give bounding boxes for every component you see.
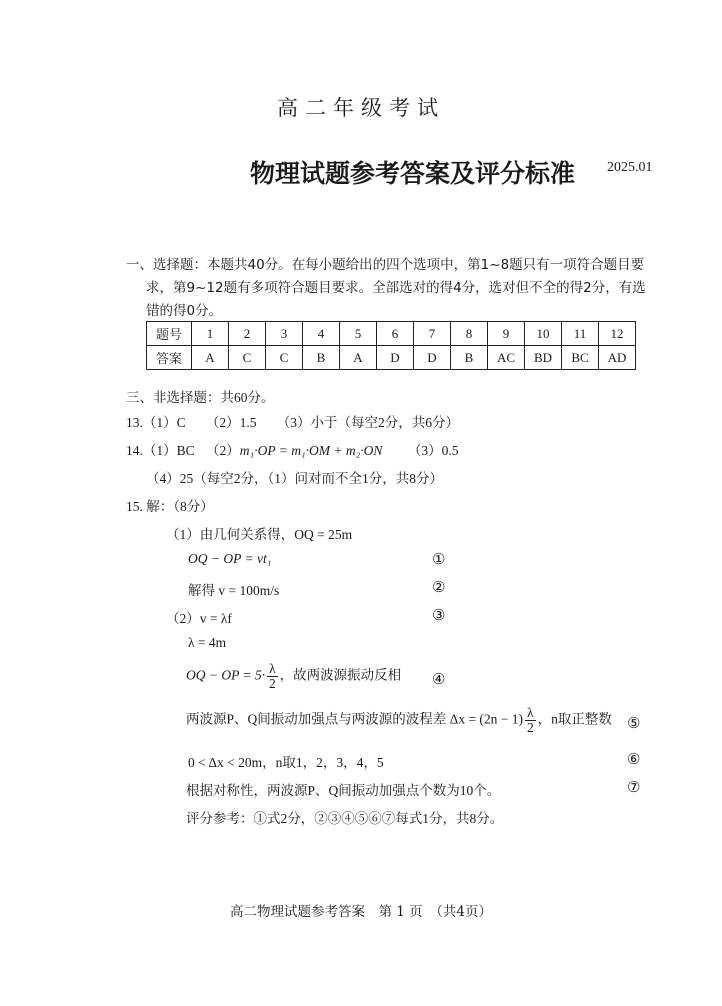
answer-cell: AD bbox=[599, 346, 636, 370]
marker-7: ⑦ bbox=[627, 780, 641, 796]
q14-part2-label: （2） bbox=[206, 443, 240, 458]
lambda-over-2-fraction bbox=[525, 706, 536, 735]
answer-cell: D bbox=[414, 346, 451, 370]
fraction-denominator: 2 bbox=[269, 676, 276, 691]
marker-1: ① bbox=[432, 552, 446, 568]
q15-eq6-text: 两波源P、Q间振动加强点与两波源的波程差 Δx = (2n − 1) bbox=[186, 711, 524, 727]
question-cell: 9 bbox=[488, 322, 525, 346]
question-cell: 3 bbox=[266, 322, 303, 346]
section3-heading: 三、非选择题：共60分。 bbox=[126, 390, 275, 405]
q15-eq6-post: ，n取正整数 bbox=[537, 711, 612, 727]
answer-cell: D bbox=[377, 346, 414, 370]
document-title: 物理试题参考答案及评分标准 bbox=[250, 159, 576, 188]
marker-2: ② bbox=[432, 580, 446, 596]
lambda-over-2-fraction bbox=[267, 662, 278, 691]
section1-line3: 错的得0分。 bbox=[146, 303, 223, 319]
fraction-numerator: λ bbox=[527, 705, 534, 720]
fraction-denominator: 2 bbox=[526, 720, 534, 735]
exam-date: 2025.01 bbox=[607, 160, 653, 175]
answer-cell: C bbox=[266, 346, 303, 370]
q15-eq6 bbox=[186, 706, 612, 735]
question-cell: 5 bbox=[340, 322, 377, 346]
answer-cell: B bbox=[451, 346, 488, 370]
q15-eq7: 0 < Δx < 20m，n取1，2，3，4，5 bbox=[188, 755, 384, 770]
answer-cell: C bbox=[229, 346, 266, 370]
q14-part3: （3）0.5 bbox=[407, 443, 459, 458]
q15-eq2: 解得 v = 100m/s bbox=[188, 583, 280, 598]
q15-part1: （1）由几何关系得，OQ = 25m bbox=[166, 527, 353, 542]
question-cell: 12 bbox=[599, 322, 636, 346]
answer-cell: AC bbox=[488, 346, 525, 370]
question-cell: 8 bbox=[451, 322, 488, 346]
section1-instructions bbox=[126, 254, 662, 323]
page-footer: 高二物理试题参考答案 第 1 页 （共4页） bbox=[229, 904, 492, 920]
q15-eq1: OQ − OP = vt₁ bbox=[188, 551, 272, 566]
q14-formula: m₁·OP = m₁·OM + m₂·ON bbox=[239, 443, 383, 458]
question-cell: 10 bbox=[525, 322, 562, 346]
question-cell: 11 bbox=[562, 322, 599, 346]
answer-cell: BD bbox=[525, 346, 562, 370]
answer-cell: A bbox=[340, 346, 377, 370]
q15-eq5-text: ，故两波源振动反相 bbox=[279, 667, 402, 683]
q15-eq4: λ = 4m bbox=[188, 635, 227, 650]
q14-line1 bbox=[126, 439, 458, 459]
answer-row bbox=[147, 346, 636, 370]
question-cell: 7 bbox=[414, 322, 451, 346]
row-label-question: 题号 bbox=[147, 322, 192, 346]
question-cell: 1 bbox=[192, 322, 229, 346]
q15-eq5 bbox=[186, 662, 401, 691]
row-label-answer: 答案 bbox=[147, 346, 192, 370]
answer-table bbox=[146, 321, 636, 370]
fraction-numerator: λ bbox=[269, 661, 276, 676]
marker-4: ④ bbox=[432, 672, 446, 688]
q15-heading: 15. 解：（8分） bbox=[126, 499, 214, 514]
marker-3: ③ bbox=[432, 608, 446, 624]
section1-line1: 一、选择题：本题共40分。在每小题给出的四个选项中，第1~8题只有一项符合题目要 bbox=[126, 257, 645, 273]
q15-eq3: （2）v = λf bbox=[166, 611, 232, 626]
question-cell: 2 bbox=[229, 322, 266, 346]
marker-5: ⑤ bbox=[627, 716, 641, 732]
question-row bbox=[147, 322, 636, 346]
section1-line2: 求，第9~12题有多项符合题目要求。全部选对的得4分，选对但不全的得2分，有选 bbox=[146, 280, 646, 296]
q13-answer: 13.（1）C （2）1.5 （3）小于（每空2分，共6分） bbox=[126, 415, 460, 430]
q15-scoring: 评分参考：①式2分，②③④⑤⑥⑦每式1分，共8分。 bbox=[186, 811, 504, 826]
q15-eq5-lhs: OQ − OP = 5· bbox=[186, 667, 266, 683]
answer-cell: BC bbox=[562, 346, 599, 370]
q15-eq8: 根据对称性，两波源P、Q间振动加强点个数为10个。 bbox=[186, 783, 501, 798]
q14-line2: （4）25（每空2分，（1）问对而不全1分，共8分） bbox=[146, 471, 443, 486]
question-cell: 6 bbox=[377, 322, 414, 346]
answer-cell: A bbox=[192, 346, 229, 370]
question-cell: 4 bbox=[303, 322, 340, 346]
answer-cell: B bbox=[303, 346, 340, 370]
marker-6: ⑥ bbox=[627, 752, 641, 768]
exam-title: 高二年级考试 bbox=[277, 96, 445, 120]
q14-part1: 14.（1）BC bbox=[126, 443, 195, 458]
